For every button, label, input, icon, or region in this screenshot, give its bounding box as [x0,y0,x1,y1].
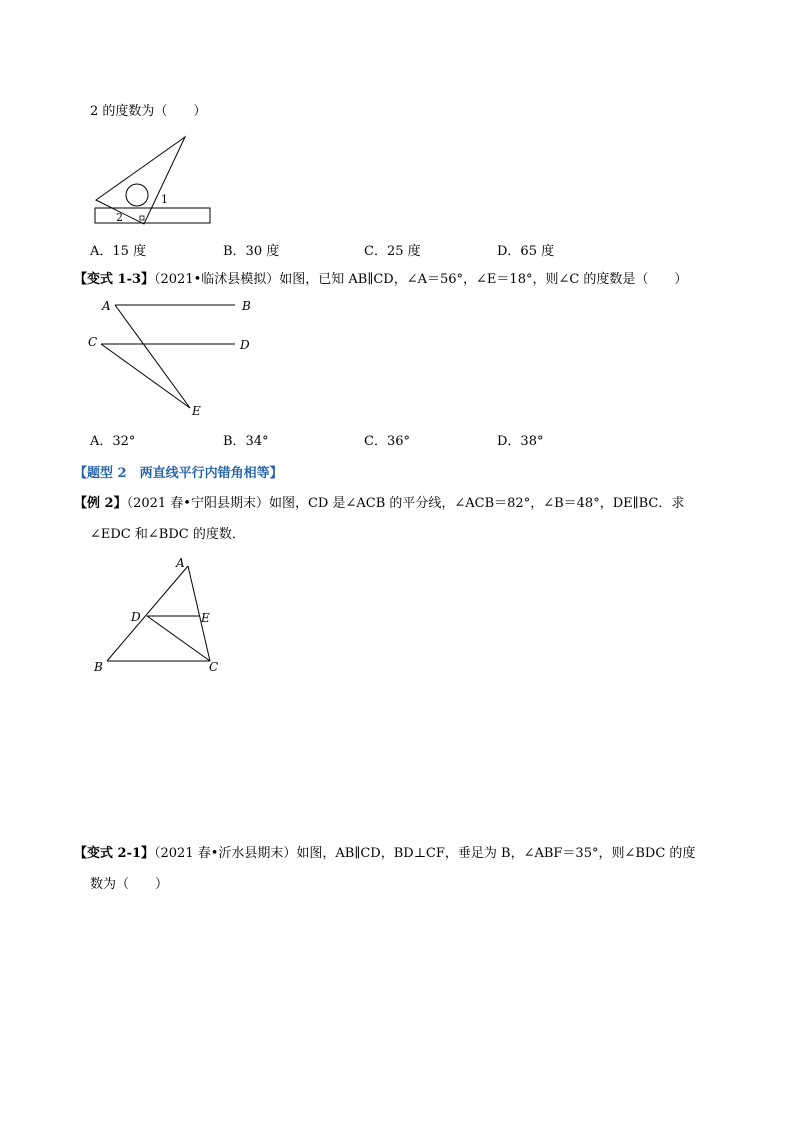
point-a-label: A [102,299,111,313]
set-square-triangle [96,137,185,224]
right-angle-mark [140,216,144,220]
variant-1-3-text: （2021•临沭县模拟）如图，已知 AB∥CD，∠A＝56°，∠E＝18°，则∠C 的度数是（ ） [154,272,688,287]
section-heading-type-2: 【题型 2 两直线平行内错角相等】 [74,466,283,481]
angle-1-label: 1 [161,193,168,206]
line-ab [107,566,188,661]
point-e-label: E [192,404,201,418]
point-e-label: E [201,611,210,625]
variant-2-1-line-2: 数为（ ） [90,877,169,892]
example-2-line-2: ∠EDC 和∠BDC 的度数． [90,527,245,542]
choice-a: A．15 度 [90,244,147,259]
point-c-label: C [88,335,98,349]
example-2-tag: 【例 2】 [74,496,127,511]
choice-b: B．30 度 [223,244,280,259]
angle-2-label: 2 [116,211,123,224]
point-c-label: C [209,660,219,674]
question-tail-text: 2 的度数为（ ） [90,104,207,119]
choices-prev [0,240,794,258]
example-2-text: （2021 春•宁阳县期末）如图，CD 是∠ACB 的平分线，∠ACB＝82°，∠B＝48°，DE∥BC．求 [126,496,685,511]
point-d-label: D [131,610,141,624]
choice-d: D．65 度 [497,244,555,259]
triangle-abc-figure [90,553,230,678]
choice-d: D．38° [497,434,544,449]
choice-a: A．32° [90,434,136,449]
example-2-line-1 [74,495,684,513]
hole-circle [126,184,148,206]
variant-1-3-tag: 【变式 1-3】 [74,272,155,287]
choices-variant-1-3 [0,430,794,448]
choice-c: C．25 度 [364,244,421,259]
point-a-label: A [176,556,185,570]
line-ce [101,344,190,408]
line-ae [115,305,190,408]
variant-2-1-text: （2021 春•沂水县期末）如图，AB∥CD，BD⊥CF，垂足为 B，∠ABF＝35°，则∠BDC 的度 [154,846,696,861]
point-d-label: D [240,338,250,352]
point-b-label: B [94,660,103,674]
point-b-label: B [242,299,251,313]
parallel-lines-figure [85,295,265,425]
variant-2-1-tag: 【变式 2-1】 [74,846,155,861]
choice-b: B．34° [223,434,269,449]
triangle-ruler-figure [88,130,218,230]
ruler-rect [95,208,210,223]
choice-c: C．36° [364,434,410,449]
variant-1-3-line [74,271,687,289]
variant-2-1-line-1 [74,845,695,863]
